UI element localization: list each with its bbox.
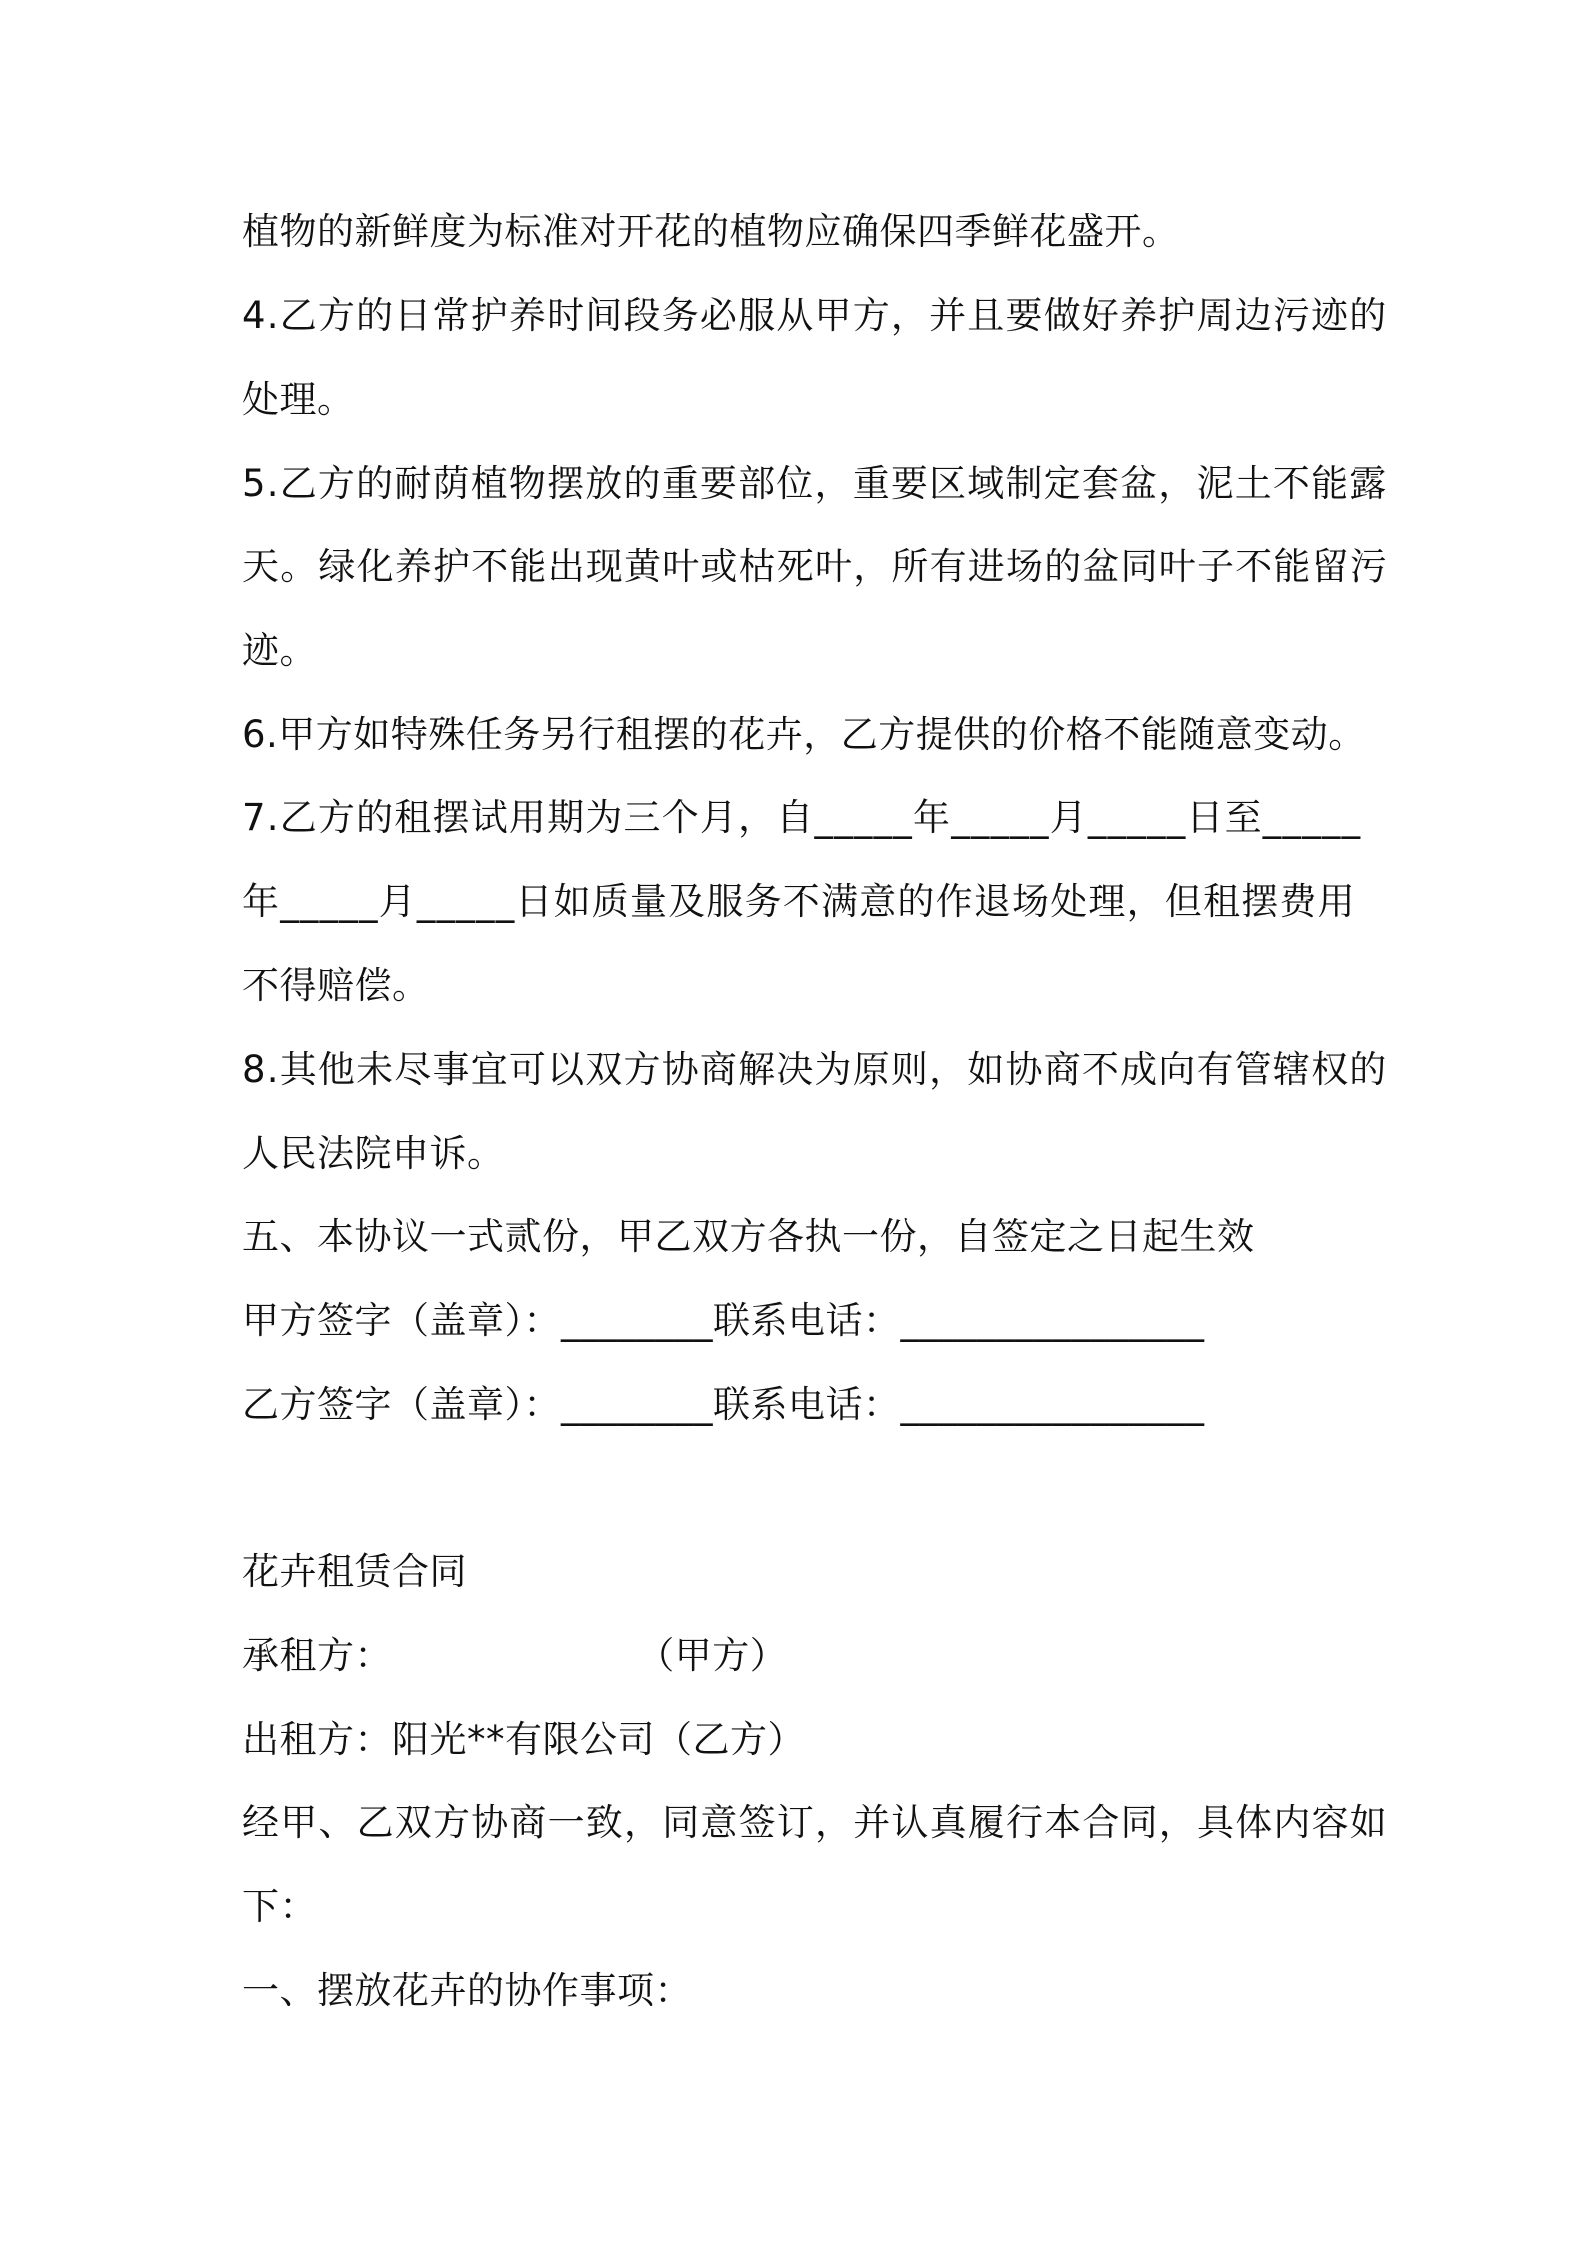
clause-7: 7.乙方的租摆试用期为三个月，自_____年_____月_____日至_____ <box>242 796 1362 839</box>
text-line: 植物的新鲜度为标准对开花的植物应确保四季鲜花盛开。 <box>242 210 1180 253</box>
preamble: 经甲、乙双方协商一致，同意签订，并认真履行本合同，具体内容如 <box>242 1801 1388 1844</box>
section-1-heading: 一、摆放花卉的协作事项： <box>242 1969 692 2012</box>
section-5: 五、本协议一式贰份，甲乙双方各执一份，自签定之日起生效 <box>242 1215 1255 1258</box>
text-line: 年_____月_____日如质量及服务不满意的作退场处理，但租摆费用 <box>242 880 1356 923</box>
text-line: 天。绿化养护不能出现黄叶或枯死叶，所有进场的盆同叶子不能留污 <box>242 545 1388 588</box>
clause-8: 8.其他未尽事宜可以双方协商解决为原则，如协商不成向有管辖权的 <box>242 1048 1388 1091</box>
party-b-signature-line: 乙方签字（盖章）：________联系电话：________________ <box>242 1383 1205 1426</box>
text-line: 不得赔偿。 <box>242 964 430 1007</box>
clause-6: 6.甲方如特殊任务另行租摆的花卉，乙方提供的价格不能随意变动。 <box>242 713 1366 756</box>
text-line: 迹。 <box>242 629 317 672</box>
party-a-signature-line: 甲方签字（盖章）：________联系电话：________________ <box>242 1299 1205 1342</box>
text-line: 处理。 <box>242 378 355 421</box>
clause-4: 4.乙方的日常护养时间段务必服从甲方，并且要做好养护周边污迹的 <box>242 294 1388 337</box>
contract-title: 花卉租赁合同 <box>242 1550 467 1593</box>
lessor-line: 出租方：阳光**有限公司（乙方） <box>242 1718 805 1761</box>
text-line: 下： <box>242 1885 317 1928</box>
text-line: 人民法院申诉。 <box>242 1132 505 1175</box>
lessee-line: 承租方： （甲方） <box>242 1634 788 1677</box>
clause-5: 5.乙方的耐荫植物摆放的重要部位，重要区域制定套盆，泥土不能露 <box>242 462 1388 505</box>
